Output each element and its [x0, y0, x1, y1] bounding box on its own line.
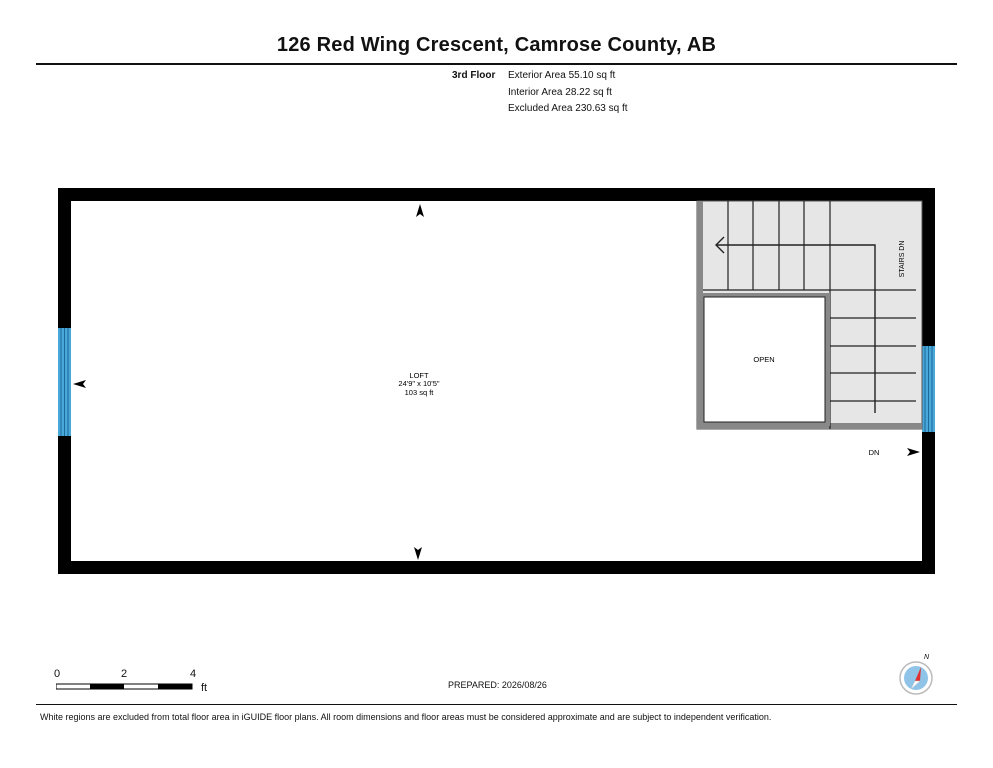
- prepared-date: PREPARED: 2026/08/26: [448, 680, 547, 690]
- exterior-area: Exterior Area 55.10 sq ft: [508, 70, 616, 81]
- disclaimer: White regions are excluded from total floor area in iGUIDE floor plans. All room dimensions and floor areas must be considered approximate and are subject to independent verification.: [40, 712, 772, 722]
- arrow-right-icon: [907, 448, 920, 456]
- scale-tick-0: 0: [54, 668, 61, 680]
- room-name: LOFT: [409, 371, 429, 380]
- room-area: 103 sq ft: [404, 388, 434, 397]
- compass-icon: [896, 650, 940, 698]
- scale-unit: ft: [201, 682, 208, 694]
- floor-label: 3rd Floor: [452, 70, 496, 81]
- right-window: [922, 346, 935, 432]
- left-window: [58, 328, 71, 436]
- arrow-down-icon: [414, 547, 422, 560]
- arrow-up-icon: [416, 204, 424, 217]
- page-title: 126 Red Wing Crescent, Camrose County, AB: [276, 34, 717, 56]
- arrow-left-icon: [73, 380, 86, 388]
- scale-tick-2: 2: [121, 668, 128, 680]
- scale-bar: [40, 668, 240, 698]
- scale-bar-graphic: [56, 683, 196, 691]
- stairs-label: STAIRS DN: [899, 240, 906, 278]
- footer-divider: [36, 704, 957, 705]
- excluded-area: Excluded Area 230.63 sq ft: [508, 103, 628, 114]
- scale-tick-4: 4: [190, 668, 197, 680]
- room-dimensions: 24'9" x 10'5": [398, 379, 440, 388]
- open-label: OPEN: [753, 355, 775, 364]
- dn-label: DN: [868, 448, 880, 457]
- interior-area: Interior Area 28.22 sq ft: [508, 87, 612, 98]
- compass-north-label: N: [924, 654, 930, 661]
